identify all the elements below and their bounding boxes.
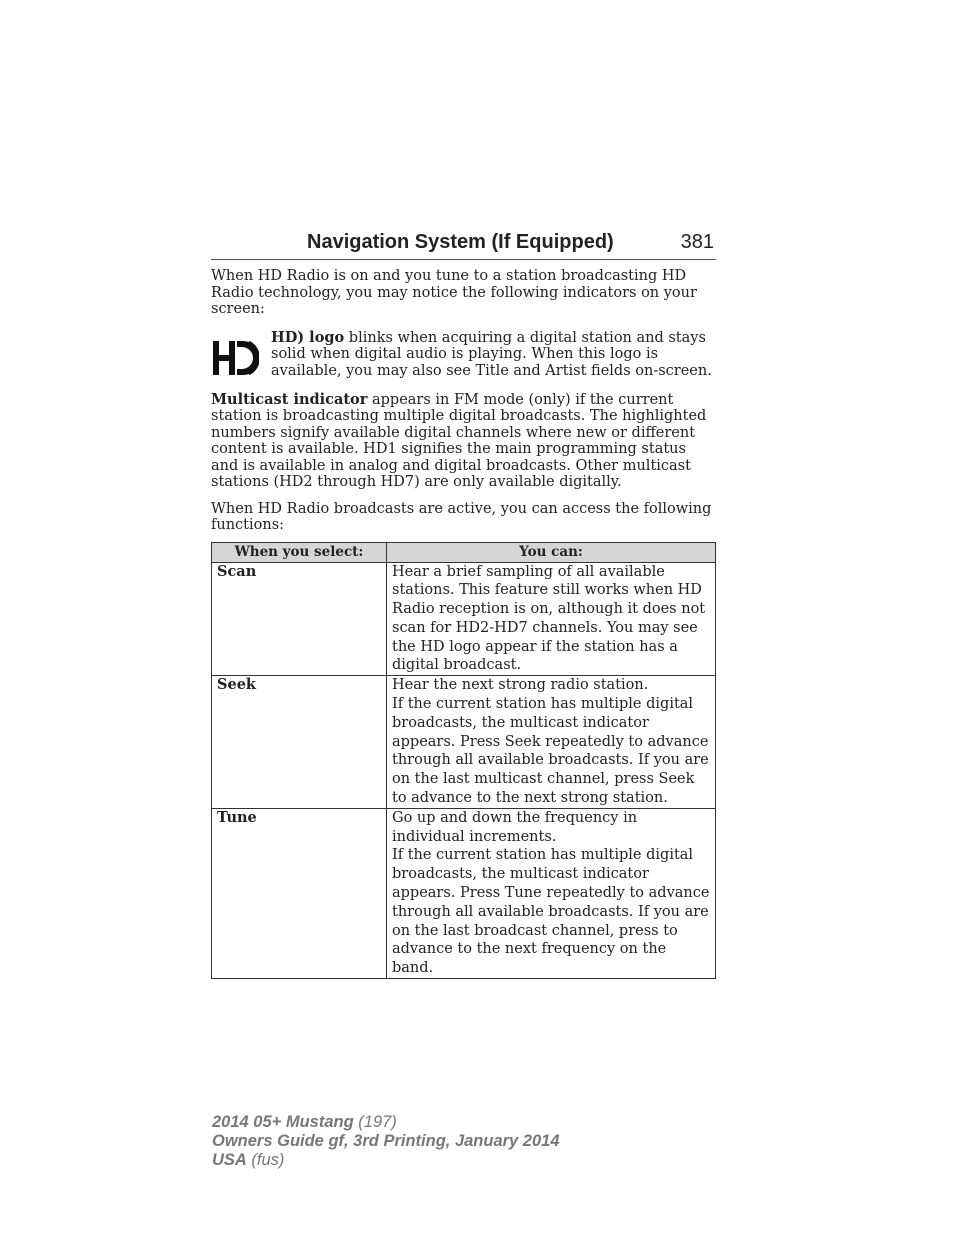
- row-action-scan: [387, 562, 716, 676]
- functions-intro: When HD Radio broadcasts are active, you can access the following functions:: [211, 500, 712, 533]
- multicast-paragraph: [211, 392, 716, 491]
- table-header-select: When you select:: [212, 542, 387, 562]
- row-action-line: If the current station has multiple digital broadcasts, the multicast indicator appears. Press Tune repeatedly to advance through all available broadcasts. If you are on the last broadcast channel, press to advance to the next frequency on the band.: [392, 847, 710, 977]
- row-action-line: Go up and down the frequency in individual increments.: [392, 809, 638, 845]
- footer-model-code: (197): [353, 1113, 397, 1131]
- row-select-seek: Seek: [212, 676, 387, 809]
- hd-logo-description: [271, 330, 717, 380]
- functions-table: [211, 542, 716, 980]
- multicast-term: Multicast indicator: [211, 390, 368, 408]
- row-action-line: If the current station has multiple digital broadcasts, the multicast indicator appears. Press Seek repeatedly to advance through all available broadcasts. If you are on the last multicast channel, press Seek to advance to the next strong station.: [392, 696, 709, 807]
- hd-radio-logo-icon: [211, 338, 259, 378]
- table-row: [212, 562, 716, 676]
- page-number: 381: [680, 231, 714, 253]
- table-row: [212, 676, 716, 809]
- footer-region: USA: [212, 1151, 247, 1169]
- footer-line-2: [212, 1132, 560, 1151]
- table-row: [212, 808, 716, 978]
- hd-logo-term: HD) logo: [271, 328, 345, 346]
- row-select-tune: Tune: [212, 808, 387, 978]
- page-footer: [212, 1113, 560, 1170]
- row-action-line: Hear the next strong radio station.: [392, 677, 649, 694]
- footer-guide: Owners Guide gf, 3rd Printing, January 2014: [212, 1132, 560, 1150]
- section-title: Navigation System (If Equipped): [307, 231, 614, 253]
- footer-line-1: [212, 1113, 560, 1132]
- page-content: [211, 268, 716, 979]
- multicast-text: appears in FM mode (only) if the current station is broadcasting multiple digital broadcasts. The highlighted numbers signify available digital channels where new or different content is available. HD1 signifies the main programming status and is available in analog and digital broadcasts. Other multicast stations (HD2 through HD7) are only available digitally.: [211, 391, 707, 490]
- row-action-seek: [387, 676, 716, 809]
- footer-region-code: (fus): [246, 1151, 285, 1169]
- intro-paragraph: When HD Radio is on and you tune to a station broadcasting HD Radio technology, you may notice the following indicators on your screen:: [211, 268, 697, 317]
- footer-model: 2014 05+ Mustang: [212, 1113, 354, 1131]
- row-action-line: Hear a brief sampling of all available stations. This feature still works when HD Radio reception is on, although it does not scan for HD2-HD7 channels. You may see the HD logo appear if the station has a digital broadcast.: [392, 563, 706, 674]
- row-select-scan: Scan: [212, 562, 387, 676]
- table-header-action: You can:: [387, 542, 716, 562]
- hd-logo-text: blinks when acquiring a digital station and stays solid when digital audio is playing. When this logo is available, you may also see Title and Artist fields on-screen.: [271, 329, 712, 379]
- hd-logo-section: [211, 330, 716, 382]
- footer-line-3: [212, 1151, 560, 1170]
- page-header: [211, 229, 716, 260]
- row-action-tune: [387, 808, 716, 978]
- table-header-row: [212, 542, 716, 562]
